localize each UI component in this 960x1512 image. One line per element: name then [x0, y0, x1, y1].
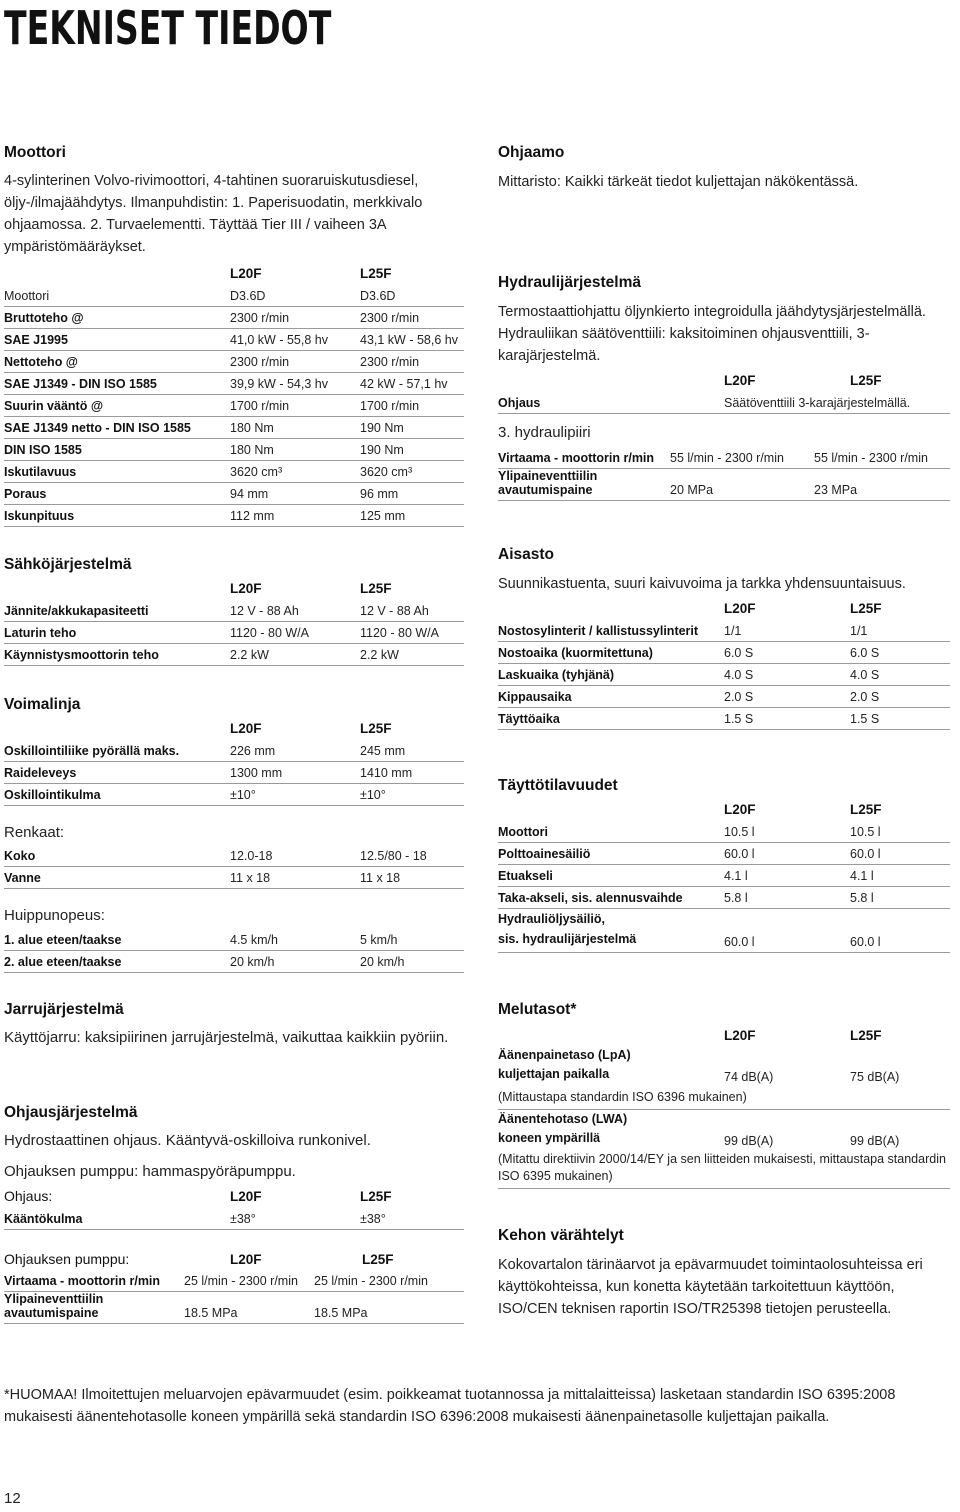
- melu-lwa-l20f: 99 dB(A): [724, 1133, 774, 1148]
- row-value-l20f: 10.5 l: [724, 820, 850, 842]
- melu-lwa-l25f: 99 dB(A): [850, 1133, 900, 1148]
- hydrauliosailio-l20f: 60.0 l: [724, 908, 850, 952]
- section-ohjaamo: [498, 143, 950, 193]
- table-row: [498, 469, 950, 501]
- row-label: Raideleveys: [4, 761, 230, 783]
- row-label: Taka-akseli, sis. alennusvaihde: [498, 886, 724, 908]
- table-row: [4, 867, 464, 889]
- moottori-heading: Moottori: [4, 144, 66, 161]
- row-label: Iskunpituus: [4, 504, 230, 526]
- ohjauspumppu-rows: [4, 1270, 464, 1324]
- hydrauliosailio-l25f: 60.0 l: [850, 908, 950, 952]
- row-value-l25f: 2.0 S: [850, 685, 950, 707]
- section-kehon-varahtelyt: [498, 1226, 950, 1320]
- row-value-l25f: 5 km/h: [360, 928, 464, 950]
- table-row: [498, 707, 950, 729]
- row-label: SAE J1349 netto - DIN ISO 1585: [4, 416, 230, 438]
- melu-lpa-line1: Äänenpainetaso (LpA): [498, 1048, 631, 1062]
- section-voimalinja: [4, 695, 464, 973]
- table-row: [498, 663, 950, 685]
- table-row: [4, 504, 464, 526]
- row-value-l20f: 1.5 S: [724, 707, 850, 729]
- row-value-l20f: 1120 - 80 W/A: [230, 621, 360, 643]
- row-value-l20f: 55 l/min - 2300 r/min: [670, 447, 814, 469]
- row-value-l25f: 1120 - 80 W/A: [360, 621, 464, 643]
- col-header-l20f: L20F: [724, 601, 756, 616]
- melu-lwa-line1: Äänentehotaso (LWA): [498, 1111, 628, 1126]
- col-header-l20f: L20F: [724, 373, 756, 388]
- ohjaus-table-label: Ohjaus:: [4, 1188, 53, 1204]
- table-row: [4, 1207, 464, 1229]
- row-label: Nettoteho @: [4, 350, 230, 372]
- row-value-l25f: 96 mm: [360, 482, 464, 504]
- row-label: Ylipaineventtiilin avautumispaine: [498, 469, 670, 501]
- row-label: Oskillointikulma: [4, 783, 230, 805]
- section-ohjausjarjestelma: [4, 1103, 464, 1324]
- aisasto-rows: [498, 619, 950, 729]
- aisasto-heading: Aisasto: [498, 546, 554, 563]
- row-label: SAE J1995: [4, 328, 230, 350]
- row-value-l20f: 1700 r/min: [230, 394, 360, 416]
- row-value-l25f: 3620 cm³: [360, 460, 464, 482]
- tayttotilavuudet-rows: [498, 820, 950, 908]
- table-row: [4, 739, 464, 761]
- row-label: Käynnistysmoottorin teho: [4, 643, 230, 665]
- aisasto-table: [498, 597, 950, 730]
- melu-lpa-l20f: 74 dB(A): [724, 1070, 774, 1084]
- row-value-l25f: 12.5/80 - 18: [360, 845, 464, 867]
- row-label: 1. alue eteen/taakse: [4, 928, 230, 950]
- section-melutasot: [498, 1000, 950, 1189]
- row-value-l20f: 1300 mm: [230, 761, 360, 783]
- table-row: [4, 783, 464, 805]
- kehon-text: Kokovartalon tärinäarvot ja epävarmuudet toimintaolosuhteissa eri käyttökohteissa, kun konetta käytetään tarkoitettuun käyttöön, ISO/CEN teknisen raportin ISO/TR25398 tietojen perusteella.: [498, 1257, 923, 1317]
- table-row: [4, 621, 464, 643]
- huippunopeus-rows: [4, 928, 464, 972]
- table-row: [498, 619, 950, 641]
- col-header-l25f: L25F: [360, 581, 392, 596]
- row-label: Oskillointiliike pyörällä maks.: [4, 739, 230, 761]
- row-label: SAE J1349 - DIN ISO 1585: [4, 372, 230, 394]
- moottori-description: 4-sylinterinen Volvo-rivimoottori, 4-tahtinen suoraruiskutusdiesel, öljy-/ilmajäähdytys. Ilmanpuhdistin: 1. Paperisuodatin, merkkivalo ohjaamossa. 2. Turvaelementti. Täyttää Tier III / vaiheen 3A ympäristömääräykset.: [4, 173, 423, 255]
- table-row: [4, 284, 464, 306]
- col-header-l20f: L20F: [724, 802, 756, 817]
- hydraulipiiri-rows: [498, 447, 950, 501]
- row-label: Virtaama - moottorin r/min: [4, 1270, 184, 1292]
- row-value-l25f: 42 kW - 57,1 hv: [360, 372, 464, 394]
- row-value-l20f: 1/1: [724, 619, 850, 641]
- hydrauliosailio-line2: sis. hydraulijärjestelmä: [498, 931, 637, 946]
- renkaat-rows: [4, 845, 464, 889]
- row-label: Bruttoteho @: [4, 306, 230, 328]
- table-row: [498, 820, 950, 842]
- hydrauli-text: Termostaattiohjattu öljynkierto integroidulla jäähdytysjärjestelmällä. Hydrauliikan säätöventtiili: kaksitoiminen ohjausventtiili, 3-karajärjestelmä.: [498, 304, 926, 364]
- footnote: *HUOMAA! Ilmoitettujen meluarvojen epävarmuudet (esim. poikkeamat tuotannossa ja mittalaitteissa) lasketaan standardin ISO 6395:2008 mukaisesti äänentehotasolle koneen ympärillä sekä standardin ISO 6396:2008 mukaisesti äänenpainetasolle kuljettajan paikalla.: [4, 1387, 896, 1425]
- row-value-l25f: 4.1 l: [850, 864, 950, 886]
- row-value-l25f: 6.0 S: [850, 641, 950, 663]
- table-row: [498, 908, 950, 952]
- row-value-l20f: 94 mm: [230, 482, 360, 504]
- row-value-l25f: 12 V - 88 Ah: [360, 599, 464, 621]
- row-value-l20f: 2.2 kW: [230, 643, 360, 665]
- huippunopeus-table: [4, 928, 464, 973]
- row-value-l25f: 18.5 MPa: [314, 1292, 464, 1324]
- row-value-l25f: 4.0 S: [850, 663, 950, 685]
- row-value-l25f: 10.5 l: [850, 820, 950, 842]
- col-header-l25f: L25F: [850, 373, 882, 388]
- voimalinja-table: [4, 717, 464, 806]
- table-row: [4, 372, 464, 394]
- moottori-rows: [4, 284, 464, 526]
- sahko-heading: Sähköjärjestelmä: [4, 556, 132, 573]
- col-header-l25f: L25F: [850, 1028, 882, 1043]
- aisasto-text: Suunnikastuenta, suuri kaivuvoima ja tarkka yhdensuuntaisuus.: [498, 576, 906, 592]
- row-value-l20f: 4.1 l: [724, 864, 850, 886]
- melutasot-table: [498, 1024, 950, 1189]
- row-label: Iskutilavuus: [4, 460, 230, 482]
- section-hydrauli: [498, 273, 950, 501]
- row-value-l25f: 25 l/min - 2300 r/min: [314, 1270, 464, 1292]
- hydrauli-ohjaus-table: [498, 369, 950, 414]
- row-label: Etuakseli: [498, 864, 724, 886]
- row-value-l25f: 2.2 kW: [360, 643, 464, 665]
- ohjauspumppu-table: [4, 1248, 464, 1325]
- hydraulipiiri-table: [498, 447, 950, 502]
- table-row: [4, 306, 464, 328]
- melu-lpa-line2: kuljettajan paikalla: [498, 1067, 610, 1081]
- row-value-l20f: 39,9 kW - 54,3 hv: [230, 372, 360, 394]
- row-value-l25f: 55 l/min - 2300 r/min: [814, 447, 950, 469]
- row-value-l20f: 12 V - 88 Ah: [230, 599, 360, 621]
- row-value-l25f: 20 km/h: [360, 950, 464, 972]
- row-label: Nostosylinterit / kallistussylinterit: [498, 619, 724, 641]
- row-value-l25f: 60.0 l: [850, 842, 950, 864]
- row-value-l20f: 2.0 S: [724, 685, 850, 707]
- col-header-l20f: L20F: [230, 721, 262, 736]
- table-row: [4, 761, 464, 783]
- table-row: [4, 845, 464, 867]
- col-header-l25f: L25F: [850, 802, 882, 817]
- col-header-l25f: L25F: [360, 721, 392, 736]
- row-label: Poraus: [4, 482, 230, 504]
- ohjauspumppu-table-label: Ohjauksen pumppu:: [4, 1250, 130, 1267]
- row-value-l20f: 25 l/min - 2300 r/min: [184, 1270, 314, 1292]
- row-value-l25f: 2300 r/min: [360, 306, 464, 328]
- row-label: Nostoaika (kuormitettuna): [498, 641, 724, 663]
- jarru-heading: Jarrujärjestelmä: [4, 1001, 124, 1018]
- row-value-l20f: 180 Nm: [230, 438, 360, 460]
- row-label: Virtaama - moottorin r/min: [498, 447, 670, 469]
- table-row: [4, 643, 464, 665]
- table-row: [4, 950, 464, 972]
- page-title: TEKNISET TIEDOT: [4, 1, 332, 55]
- row-label: Moottori: [498, 820, 724, 842]
- row-value-l25f: 245 mm: [360, 739, 464, 761]
- ohjausjarjestelma-heading: Ohjausjärjestelmä: [4, 1104, 138, 1121]
- row-label: Koko: [4, 845, 230, 867]
- row-label: 2. alue eteen/taakse: [4, 950, 230, 972]
- row-value-l20f: 112 mm: [230, 504, 360, 526]
- row-value-l25f: 11 x 18: [360, 867, 464, 889]
- ohjaamo-text: Mittaristo: Kaikki tärkeät tiedot kuljettajan näkökentässä.: [498, 174, 859, 190]
- row-value-l20f: 4.5 km/h: [230, 928, 360, 950]
- table-row: [4, 328, 464, 350]
- table-row: [498, 842, 950, 864]
- table-row: [498, 1109, 950, 1151]
- row-value-l20f: 20 MPa: [670, 469, 814, 501]
- table-row: [4, 438, 464, 460]
- voimalinja-rows: [4, 739, 464, 805]
- row-label: DIN ISO 1585: [4, 438, 230, 460]
- row-value-l25f: 125 mm: [360, 504, 464, 526]
- section-tayttotilavuudet: [498, 776, 950, 953]
- row-value-l20f: 5.8 l: [724, 886, 850, 908]
- hydrauli-ohjaus-value: Säätöventtiili 3-karajärjestelmällä.: [724, 391, 950, 413]
- row-value-l20f: 3620 cm³: [230, 460, 360, 482]
- table-row: [4, 394, 464, 416]
- table-row: [498, 685, 950, 707]
- row-value-l25f: 1700 r/min: [360, 394, 464, 416]
- row-value-l25f: 43,1 kW - 58,6 hv: [360, 328, 464, 350]
- section-jarru: [4, 1000, 464, 1049]
- ohjaus-rows: [4, 1207, 464, 1229]
- col-header-l25f: L25F: [850, 601, 882, 616]
- row-value-l25f: 1.5 S: [850, 707, 950, 729]
- melu-lwa-note: (Mitattu direktiivin 2000/14/EY ja sen liitteiden mukaisesti, mittaustapa standardin ISO 6395 mukainen): [498, 1151, 950, 1189]
- row-value-l25f: 190 Nm: [360, 438, 464, 460]
- row-value-l20f: D3.6D: [230, 284, 360, 306]
- sahko-table: [4, 577, 464, 666]
- row-label: Suurin vääntö @: [4, 394, 230, 416]
- moottori-table: [4, 262, 464, 527]
- col-header-l25f: L25F: [360, 1189, 392, 1204]
- ohjausjarjestelma-text2: Ohjauksen pumppu: hammaspyöräpumppu.: [4, 1163, 296, 1180]
- tayttotilavuudet-table: [498, 798, 950, 953]
- row-value-l20f: ±38°: [230, 1207, 360, 1229]
- table-row: [4, 482, 464, 504]
- row-value-l25f: 190 Nm: [360, 416, 464, 438]
- row-value-l20f: 4.0 S: [724, 663, 850, 685]
- melu-lwa-line2: koneen ympärillä: [498, 1130, 601, 1145]
- row-value-l20f: 180 Nm: [230, 416, 360, 438]
- row-value-l20f: ±10°: [230, 783, 360, 805]
- melutasot-heading: Melutasot*: [498, 1001, 577, 1018]
- melu-lpa-l25f: 75 dB(A): [850, 1070, 900, 1084]
- renkaat-label: Renkaat:: [4, 823, 65, 841]
- table-row: [4, 1292, 464, 1324]
- kehon-heading: Kehon värähtelyt: [498, 1227, 624, 1244]
- page-number: 12: [4, 1490, 21, 1507]
- hydraulipiiri-label: 3. hydraulipiiri: [498, 423, 591, 441]
- row-label: Laturin teho: [4, 621, 230, 643]
- hydrauliosailio-line1: Hydrauliöljysäiliö,: [498, 911, 605, 926]
- row-value-l20f: 41,0 kW - 55,8 hv: [230, 328, 360, 350]
- row-value-l20f: 60.0 l: [724, 842, 850, 864]
- huippunopeus-label: Huippunopeus:: [4, 907, 105, 924]
- col-header-l25f: L25F: [362, 1251, 394, 1267]
- tayttotilavuudet-heading: Täyttötilavuudet: [498, 777, 618, 794]
- table-row: [4, 460, 464, 482]
- col-header-l20f: L20F: [230, 266, 262, 281]
- sahko-rows: [4, 599, 464, 665]
- ohjaamo-heading: Ohjaamo: [498, 144, 565, 161]
- hydrauli-ohjaus-label: Ohjaus: [498, 391, 724, 413]
- row-label: Moottori: [4, 284, 230, 306]
- row-value-l25f: 1/1: [850, 619, 950, 641]
- row-value-l25f: ±10°: [360, 783, 464, 805]
- row-value-l20f: 20 km/h: [230, 950, 360, 972]
- col-header-l20f: L20F: [724, 1028, 756, 1043]
- section-aisasto: [498, 545, 950, 730]
- row-label: Täyttöaika: [498, 707, 724, 729]
- ohjausjarjestelma-text1: Hydrostaattinen ohjaus. Kääntyvä-oskilloiva runkonivel.: [4, 1132, 371, 1149]
- row-label: Jännite/akkukapasiteetti: [4, 599, 230, 621]
- row-value-l25f: D3.6D: [360, 284, 464, 306]
- row-value-l20f: 226 mm: [230, 739, 360, 761]
- ohjaus-table: [4, 1185, 464, 1230]
- table-row: [4, 928, 464, 950]
- row-value-l20f: 11 x 18: [230, 867, 360, 889]
- row-value-l20f: 2300 r/min: [230, 306, 360, 328]
- row-label: Kääntökulma: [4, 1207, 230, 1229]
- row-value-l25f: ±38°: [360, 1207, 464, 1229]
- row-label: Laskuaika (tyhjänä): [498, 663, 724, 685]
- row-label: Ylipaineventtiilin avautumispaine: [4, 1292, 184, 1324]
- table-row: [498, 641, 950, 663]
- section-moottori: [4, 143, 464, 527]
- col-header-l20f: L20F: [230, 1189, 262, 1204]
- row-label: Kippausaika: [498, 685, 724, 707]
- col-header-l20f: L20F: [230, 581, 262, 596]
- table-row: [498, 864, 950, 886]
- row-value-l25f: 2300 r/min: [360, 350, 464, 372]
- row-value-l20f: 18.5 MPa: [184, 1292, 314, 1324]
- row-value-l20f: 6.0 S: [724, 641, 850, 663]
- row-value-l20f: 2300 r/min: [230, 350, 360, 372]
- renkaat-table: [4, 845, 464, 890]
- table-row: [498, 447, 950, 469]
- table-row: [498, 886, 950, 908]
- row-label: Polttoainesäiliö: [498, 842, 724, 864]
- table-row: [4, 416, 464, 438]
- section-sahko: [4, 555, 464, 666]
- jarru-text: Käyttöjarru: kaksipiirinen jarrujärjestelmä, vaikuttaa kaikkiin pyöriin.: [4, 1029, 449, 1046]
- table-row: [498, 1046, 950, 1087]
- table-row: [4, 350, 464, 372]
- voimalinja-heading: Voimalinja: [4, 696, 81, 713]
- row-value-l25f: 1410 mm: [360, 761, 464, 783]
- melu-lpa-note: (Mittaustapa standardin ISO 6396 mukainen): [498, 1087, 950, 1109]
- hydrauli-heading: Hydraulijärjestelmä: [498, 274, 642, 291]
- row-value-l25f: 5.8 l: [850, 886, 950, 908]
- row-value-l20f: 12.0-18: [230, 845, 360, 867]
- row-value-l25f: 23 MPa: [814, 469, 950, 501]
- col-header-l20f: L20F: [230, 1251, 262, 1267]
- row-label: Vanne: [4, 867, 230, 889]
- table-row: [4, 599, 464, 621]
- col-header-l25f: L25F: [360, 266, 392, 281]
- table-row: [4, 1270, 464, 1292]
